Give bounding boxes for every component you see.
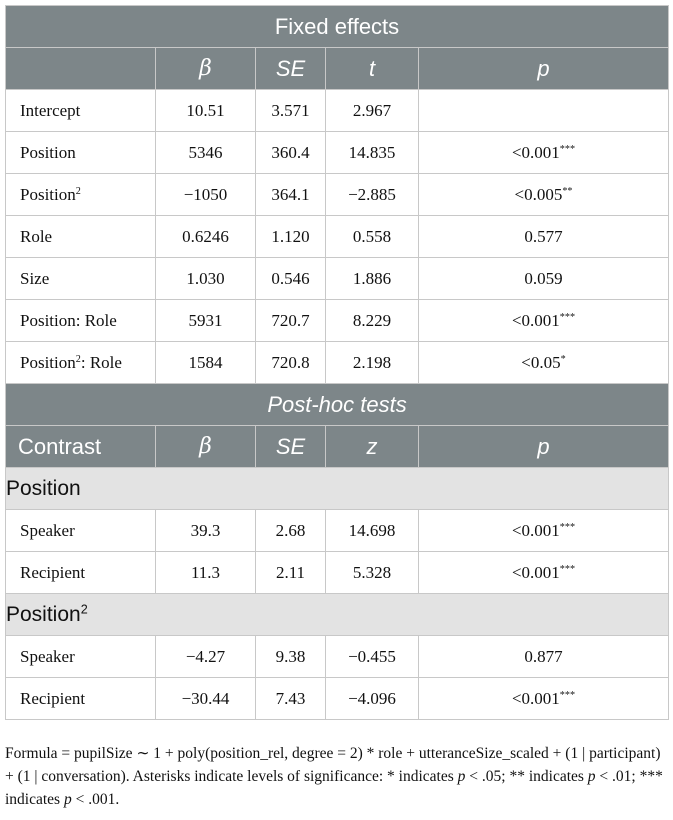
row-label: [6, 342, 156, 384]
header-se: SE: [256, 426, 326, 468]
p-value-cell: [419, 174, 669, 216]
se-value: 3.571: [256, 90, 326, 132]
level-threshold: < .05;: [465, 768, 510, 785]
header-p: p: [419, 426, 669, 468]
significance-level: [509, 768, 639, 785]
p-value-cell: [419, 132, 669, 174]
row-label-suffix: : Role: [80, 352, 122, 372]
t-value: −2.885: [326, 174, 419, 216]
level-p: p: [457, 768, 466, 785]
table-row: [6, 132, 669, 174]
table-row: [6, 90, 669, 132]
beta-value: 0.6246: [156, 216, 256, 258]
section-label-exponent: 2: [80, 601, 88, 616]
section-row: [6, 468, 669, 510]
z-value: −4.096: [326, 678, 419, 720]
row-label: Recipient: [6, 678, 156, 720]
p-value-cell: [419, 552, 669, 594]
se-value: 2.11: [256, 552, 326, 594]
significance-stars: ***: [559, 311, 576, 323]
footnote-formula: Formula = pupilSize ∼ 1 + poly(position_rel, degree = 2) * role + utteranceSize_scaled + (1 | participant) + (1 | conversation).: [5, 745, 661, 785]
row-label: [6, 300, 156, 342]
level-p: p: [63, 791, 72, 808]
header-empty: [6, 48, 156, 90]
table-footnote: [5, 742, 668, 811]
table-row: [6, 678, 669, 720]
posthoc-title: Post-hoc tests: [6, 384, 669, 426]
header-t: t: [326, 48, 419, 90]
row-label: [6, 216, 156, 258]
beta-value: −4.27: [156, 636, 256, 678]
t-value: 0.558: [326, 216, 419, 258]
se-value: 0.546: [256, 258, 326, 300]
z-value: 5.328: [326, 552, 419, 594]
fixed-effects-header-row: [6, 48, 669, 90]
header-contrast: Contrast: [6, 426, 156, 468]
row-label: [6, 258, 156, 300]
t-value: 2.198: [326, 342, 419, 384]
row-label: Speaker: [6, 636, 156, 678]
p-value-cell: [419, 90, 669, 132]
header-se: SE: [256, 48, 326, 90]
row-label: Speaker: [6, 510, 156, 552]
t-value: 2.967: [326, 90, 419, 132]
table-row: [6, 300, 669, 342]
table-row: [6, 174, 669, 216]
table-row: [6, 258, 669, 300]
level-stars: *: [387, 768, 399, 785]
beta-value: −1050: [156, 174, 256, 216]
fixed-effects-title: Fixed effects: [6, 6, 669, 48]
p-value: 0.577: [524, 226, 563, 246]
significance-stars: ***: [559, 521, 576, 533]
p-value: 0.059: [524, 268, 563, 288]
se-value: 364.1: [256, 174, 326, 216]
row-label-text: Position: [20, 184, 76, 204]
z-value: −0.455: [326, 636, 419, 678]
p-value-cell: [419, 258, 669, 300]
table-row: [6, 510, 669, 552]
significance-stars: **: [562, 185, 573, 197]
t-value: 1.886: [326, 258, 419, 300]
section-row: [6, 594, 669, 636]
results-table: [5, 5, 669, 720]
beta-value: 1584: [156, 342, 256, 384]
p-value: <0.005: [514, 184, 563, 204]
fixed-effects-banner: [6, 6, 669, 48]
fixed-effects-rows: [6, 90, 669, 384]
beta-value: 1.030: [156, 258, 256, 300]
se-value: 720.8: [256, 342, 326, 384]
level-text: indicates: [398, 768, 458, 785]
significance-stars: *: [560, 353, 566, 365]
row-label: Recipient: [6, 552, 156, 594]
row-label: [6, 174, 156, 216]
footnote-intro: Asterisks indicate levels of significance:: [132, 768, 384, 785]
row-label-text: Intercept: [20, 100, 81, 120]
row-label-text: Role: [20, 226, 53, 246]
significance-level: [387, 768, 509, 785]
se-value: 720.7: [256, 300, 326, 342]
se-value: 2.68: [256, 510, 326, 552]
beta-value: 39.3: [156, 510, 256, 552]
row-label: [6, 90, 156, 132]
se-value: 360.4: [256, 132, 326, 174]
table-row: [6, 636, 669, 678]
beta-value: 10.51: [156, 90, 256, 132]
p-value-cell: [419, 678, 669, 720]
table-row: [6, 552, 669, 594]
p-value: <0.001: [511, 562, 560, 582]
p-value-cell: [419, 636, 669, 678]
beta-value: −30.44: [156, 678, 256, 720]
p-value: <0.05: [521, 352, 561, 372]
p-value-cell: [419, 300, 669, 342]
p-value: 0.877: [524, 646, 563, 666]
row-label: [6, 132, 156, 174]
table-row: [6, 342, 669, 384]
beta-value: 5346: [156, 132, 256, 174]
level-text: indicates: [528, 768, 588, 785]
table-row: [6, 216, 669, 258]
p-value: <0.001: [511, 688, 560, 708]
row-label-text: Size: [20, 268, 50, 288]
header-z: z: [326, 426, 419, 468]
beta-value: 11.3: [156, 552, 256, 594]
p-value: <0.001: [511, 520, 560, 540]
level-p: p: [587, 768, 596, 785]
row-label-text: Position: [20, 352, 76, 372]
posthoc-banner: [6, 384, 669, 426]
significance-stars: ***: [559, 143, 576, 155]
row-label-text: Position: Role: [20, 310, 117, 330]
row-label-text: Position: [20, 142, 76, 162]
p-value: <0.001: [511, 310, 560, 330]
t-value: 14.835: [326, 132, 419, 174]
t-value: 8.229: [326, 300, 419, 342]
p-value: <0.001: [511, 142, 560, 162]
se-value: 9.38: [256, 636, 326, 678]
row-label-exponent: 2: [75, 185, 81, 197]
significance-stars: ***: [559, 563, 576, 575]
significance-stars: ***: [559, 689, 576, 701]
p-value-cell: [419, 510, 669, 552]
section-label-text: Position: [6, 476, 81, 500]
level-stars: ***: [639, 768, 663, 785]
z-value: 14.698: [326, 510, 419, 552]
level-stars: **: [509, 768, 529, 785]
section-label-text: Position: [6, 602, 81, 626]
header-beta: β: [156, 426, 256, 468]
level-text: indicates: [5, 791, 64, 808]
posthoc-rows: [6, 468, 669, 720]
header-beta: β: [156, 48, 256, 90]
level-threshold: < .001.: [71, 791, 120, 808]
section-label: [6, 594, 669, 636]
header-p: p: [419, 48, 669, 90]
p-value-cell: [419, 342, 669, 384]
posthoc-header-row: [6, 426, 669, 468]
se-value: 7.43: [256, 678, 326, 720]
p-value-cell: [419, 216, 669, 258]
se-value: 1.120: [256, 216, 326, 258]
level-threshold: < .01;: [595, 768, 640, 785]
row-label-exponent: 2: [75, 353, 81, 365]
beta-value: 5931: [156, 300, 256, 342]
section-label: [6, 468, 669, 510]
